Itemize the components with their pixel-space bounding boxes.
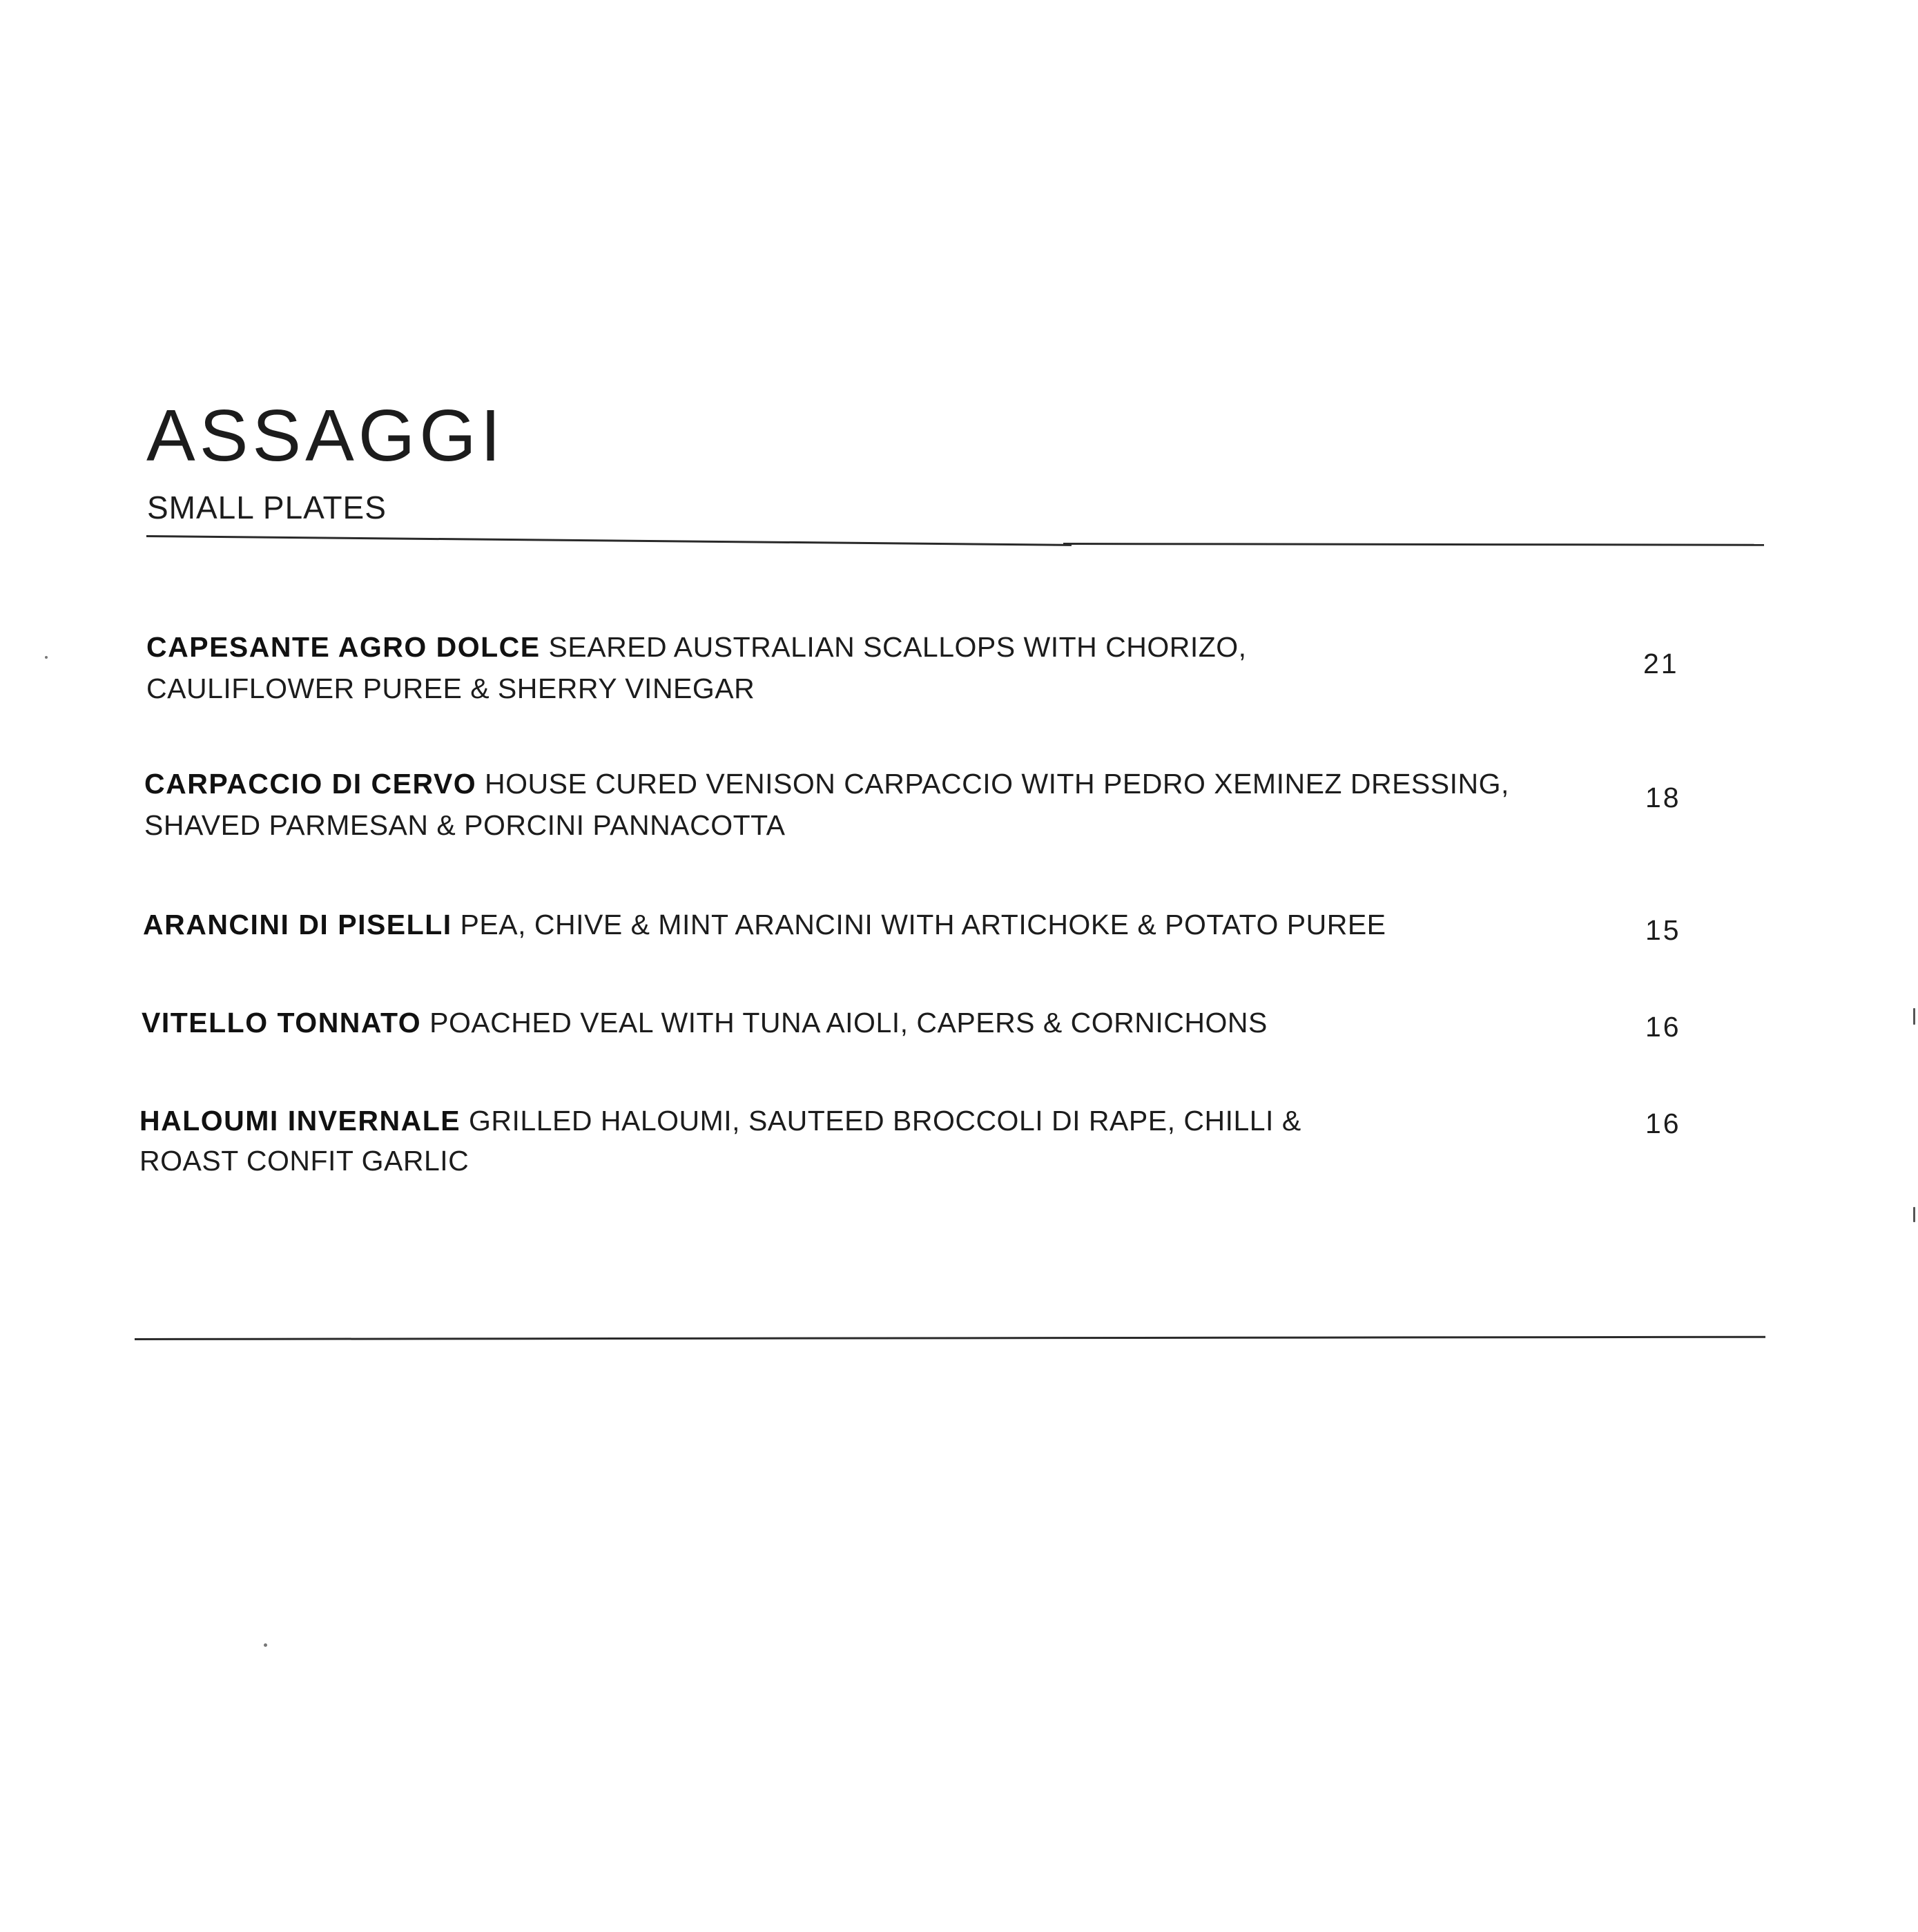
top-divider-right [1063, 543, 1764, 546]
scan-speck [45, 656, 48, 659]
menu-item-line1 [143, 906, 1386, 943]
menu-item-price: 18 [1645, 782, 1681, 813]
menu-item-description: PEA, CHIVE & MINT ARANCINI WITH ARTICHOKE & POTATO PUREE [460, 909, 1386, 940]
menu-item-description-cont: ROAST CONFIT GARLIC [139, 1145, 469, 1177]
menu-item-description: HOUSE CURED VENISON CARPACCIO WITH PEDRO XEMINEZ DRESSING, [485, 768, 1509, 800]
menu-item-name: CARPACCIO DI CERVO [144, 768, 477, 800]
menu-item-description: POACHED VEAL WITH TUNA AIOLI, CAPERS & CORNICHONS [429, 1007, 1268, 1039]
menu-item-description-cont: CAULIFLOWER PUREE & SHERRY VINEGAR [146, 673, 755, 704]
menu-item-description: GRILLED HALOUMI, SAUTEED BROCCOLI DI RAPE, CHILLI & [469, 1105, 1301, 1137]
scan-speck [1913, 1207, 1915, 1222]
menu-item-price: 16 [1645, 1108, 1681, 1139]
menu-item-name: ARANCINI DI PISELLI [143, 909, 452, 940]
top-divider [146, 535, 1072, 546]
menu-item-line1 [144, 765, 1509, 802]
scan-speck [1913, 1008, 1915, 1025]
menu-item-price: 21 [1643, 648, 1679, 679]
menu-item-price: 15 [1645, 914, 1681, 946]
menu-subtitle: SMALL PLATES [147, 490, 387, 525]
menu-item-name: HALOUMI INVERNALE [139, 1105, 461, 1137]
menu-title: ASSAGGI [146, 395, 505, 476]
menu-item-name: VITELLO TONNATO [142, 1007, 422, 1039]
scan-speck [264, 1643, 267, 1647]
menu-item-line1 [142, 1004, 1268, 1041]
menu-item-description-cont: SHAVED PARMESAN & PORCINI PANNACOTTA [144, 809, 786, 841]
bottom-divider [135, 1336, 1765, 1340]
menu-item-line1 [146, 628, 1247, 666]
menu-item-description: SEARED AUSTRALIAN SCALLOPS WITH CHORIZO, [548, 631, 1247, 663]
menu-item-line1 [139, 1102, 1301, 1139]
menu-item-name: CAPESANTE AGRO DOLCE [146, 631, 541, 663]
menu-item-price: 16 [1645, 1011, 1681, 1043]
